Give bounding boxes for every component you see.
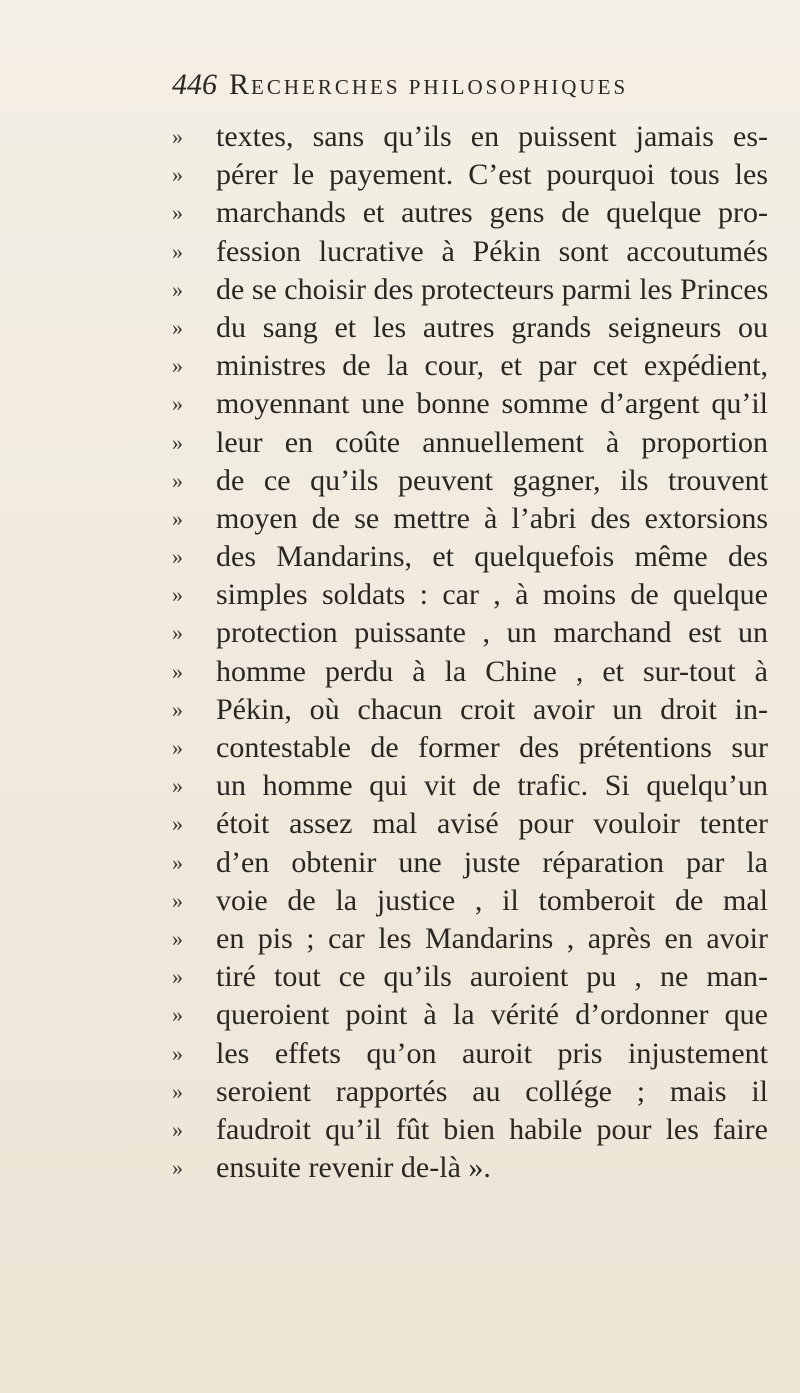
quote-mark: »	[172, 696, 183, 722]
text-line	[172, 1035, 768, 1073]
text-line	[172, 1149, 768, 1187]
body-text	[172, 118, 769, 1187]
line-text: leur en coûte annuellement à proportion	[216, 425, 768, 459]
quote-mark: »	[172, 238, 183, 264]
text-line	[172, 614, 768, 652]
line-text: d’en obtenir une juste réparation par la	[216, 845, 768, 879]
line-text: un homme qui vit de trafic. Si quelqu’un	[216, 769, 768, 803]
line-text: seroient rapportés au collége ; mais il	[216, 1074, 768, 1108]
quote-mark: »	[172, 620, 183, 646]
text-line	[172, 271, 768, 309]
quote-mark: »	[172, 964, 183, 990]
text-line	[172, 958, 768, 996]
text-line	[172, 194, 768, 232]
line-text: protection puissante , un marchand est un	[216, 616, 768, 650]
line-text: de ce qu’ils peuvent gagner, ils trouvent	[216, 463, 768, 497]
quote-mark: »	[172, 124, 183, 149]
text-line	[172, 156, 768, 194]
line-text: marchands et autres gens de quelque pro-	[216, 196, 768, 230]
text-line	[172, 805, 768, 843]
text-line	[172, 729, 768, 767]
quote-mark: »	[172, 200, 183, 226]
quote-mark: »	[172, 1002, 183, 1028]
running-head-initial: R	[229, 68, 252, 101]
text-line	[172, 1073, 768, 1111]
text-line	[172, 691, 768, 729]
quote-mark: »	[172, 162, 183, 188]
line-text: fession lucrative à Pékin sont accoutumés	[216, 234, 768, 268]
quote-mark: »	[172, 1155, 183, 1181]
line-text: les effets qu’on auroit pris injustement	[216, 1036, 768, 1070]
page-header	[172, 68, 628, 108]
line-text: moyen de se mettre à l’abri des extorsions	[216, 501, 768, 535]
line-text: textes, sans qu’ils en puissent jamais es-	[216, 120, 768, 153]
text-line	[172, 996, 768, 1034]
line-text: des Mandarins, et quelquefois même des	[216, 540, 768, 574]
quote-mark: »	[172, 391, 183, 417]
text-line	[172, 462, 768, 500]
quote-mark: »	[172, 735, 183, 760]
line-text: moyennant une bonne somme d’argent qu’il	[216, 387, 768, 421]
line-text: de se choisir des protecteurs parmi les Princes	[216, 272, 769, 306]
text-line	[172, 920, 768, 958]
line-text: du sang et les autres grands seigneurs ou	[216, 310, 768, 344]
quote-mark: »	[172, 544, 183, 570]
quote-mark: »	[172, 1078, 183, 1104]
quote-mark: »	[172, 925, 183, 951]
line-text: pérer le payement. C’est pourquoi tous les	[216, 158, 768, 192]
line-text: homme perdu à la Chine , et sur-tout à	[216, 654, 768, 688]
quote-mark: »	[172, 467, 183, 493]
running-head-rest: ECHERCHES PHILOSOPHIQUES	[251, 75, 629, 99]
line-text: ministres de la cour, et par cet expédient,	[216, 349, 768, 383]
quote-mark: »	[172, 429, 183, 455]
text-line	[172, 347, 768, 385]
line-text: queroient point à la vérité d’ordonner que	[216, 998, 768, 1032]
line-text: contestable de former des prétentions sur	[216, 731, 768, 764]
quote-mark: »	[172, 1116, 183, 1142]
page-number: 446	[172, 68, 217, 101]
quote-mark: »	[172, 276, 183, 302]
text-line	[172, 1111, 768, 1149]
line-text: faudroit qu’il fût bien habile pour les faire	[216, 1112, 768, 1146]
text-line	[172, 424, 768, 462]
quote-mark: »	[172, 353, 183, 379]
quote-mark: »	[172, 582, 183, 608]
text-line	[172, 233, 768, 271]
quote-mark: »	[172, 849, 183, 875]
line-text: étoit assez mal avisé pour vouloir tenter	[216, 807, 768, 841]
quote-mark: »	[172, 887, 183, 913]
text-line	[172, 385, 768, 423]
quote-mark: »	[172, 1040, 183, 1066]
line-text: ensuite revenir de-là ».	[216, 1151, 491, 1185]
line-text: voie de la justice , il tomberoit de mal	[216, 883, 768, 917]
line-text: tiré tout ce qu’ils auroient pu , ne man-	[216, 960, 768, 994]
line-text: en pis ; car les Mandarins , après en avoir	[216, 921, 768, 955]
quote-mark: »	[172, 773, 183, 799]
text-line	[172, 309, 768, 347]
text-line	[172, 767, 768, 805]
text-line	[172, 538, 768, 576]
quote-mark: »	[172, 505, 183, 531]
line-text: simples soldats : car , à moins de quelque	[216, 578, 768, 612]
line-text: Pékin, où chacun croit avoir un droit in-	[216, 692, 768, 726]
text-line	[172, 576, 768, 614]
text-line	[172, 500, 768, 538]
running-head	[229, 68, 628, 102]
text-line	[172, 844, 768, 882]
quote-mark: »	[172, 314, 183, 340]
text-line	[172, 882, 768, 920]
quote-mark: »	[172, 658, 183, 684]
text-line	[172, 118, 768, 156]
quote-mark: »	[172, 811, 183, 837]
text-line	[172, 653, 768, 691]
